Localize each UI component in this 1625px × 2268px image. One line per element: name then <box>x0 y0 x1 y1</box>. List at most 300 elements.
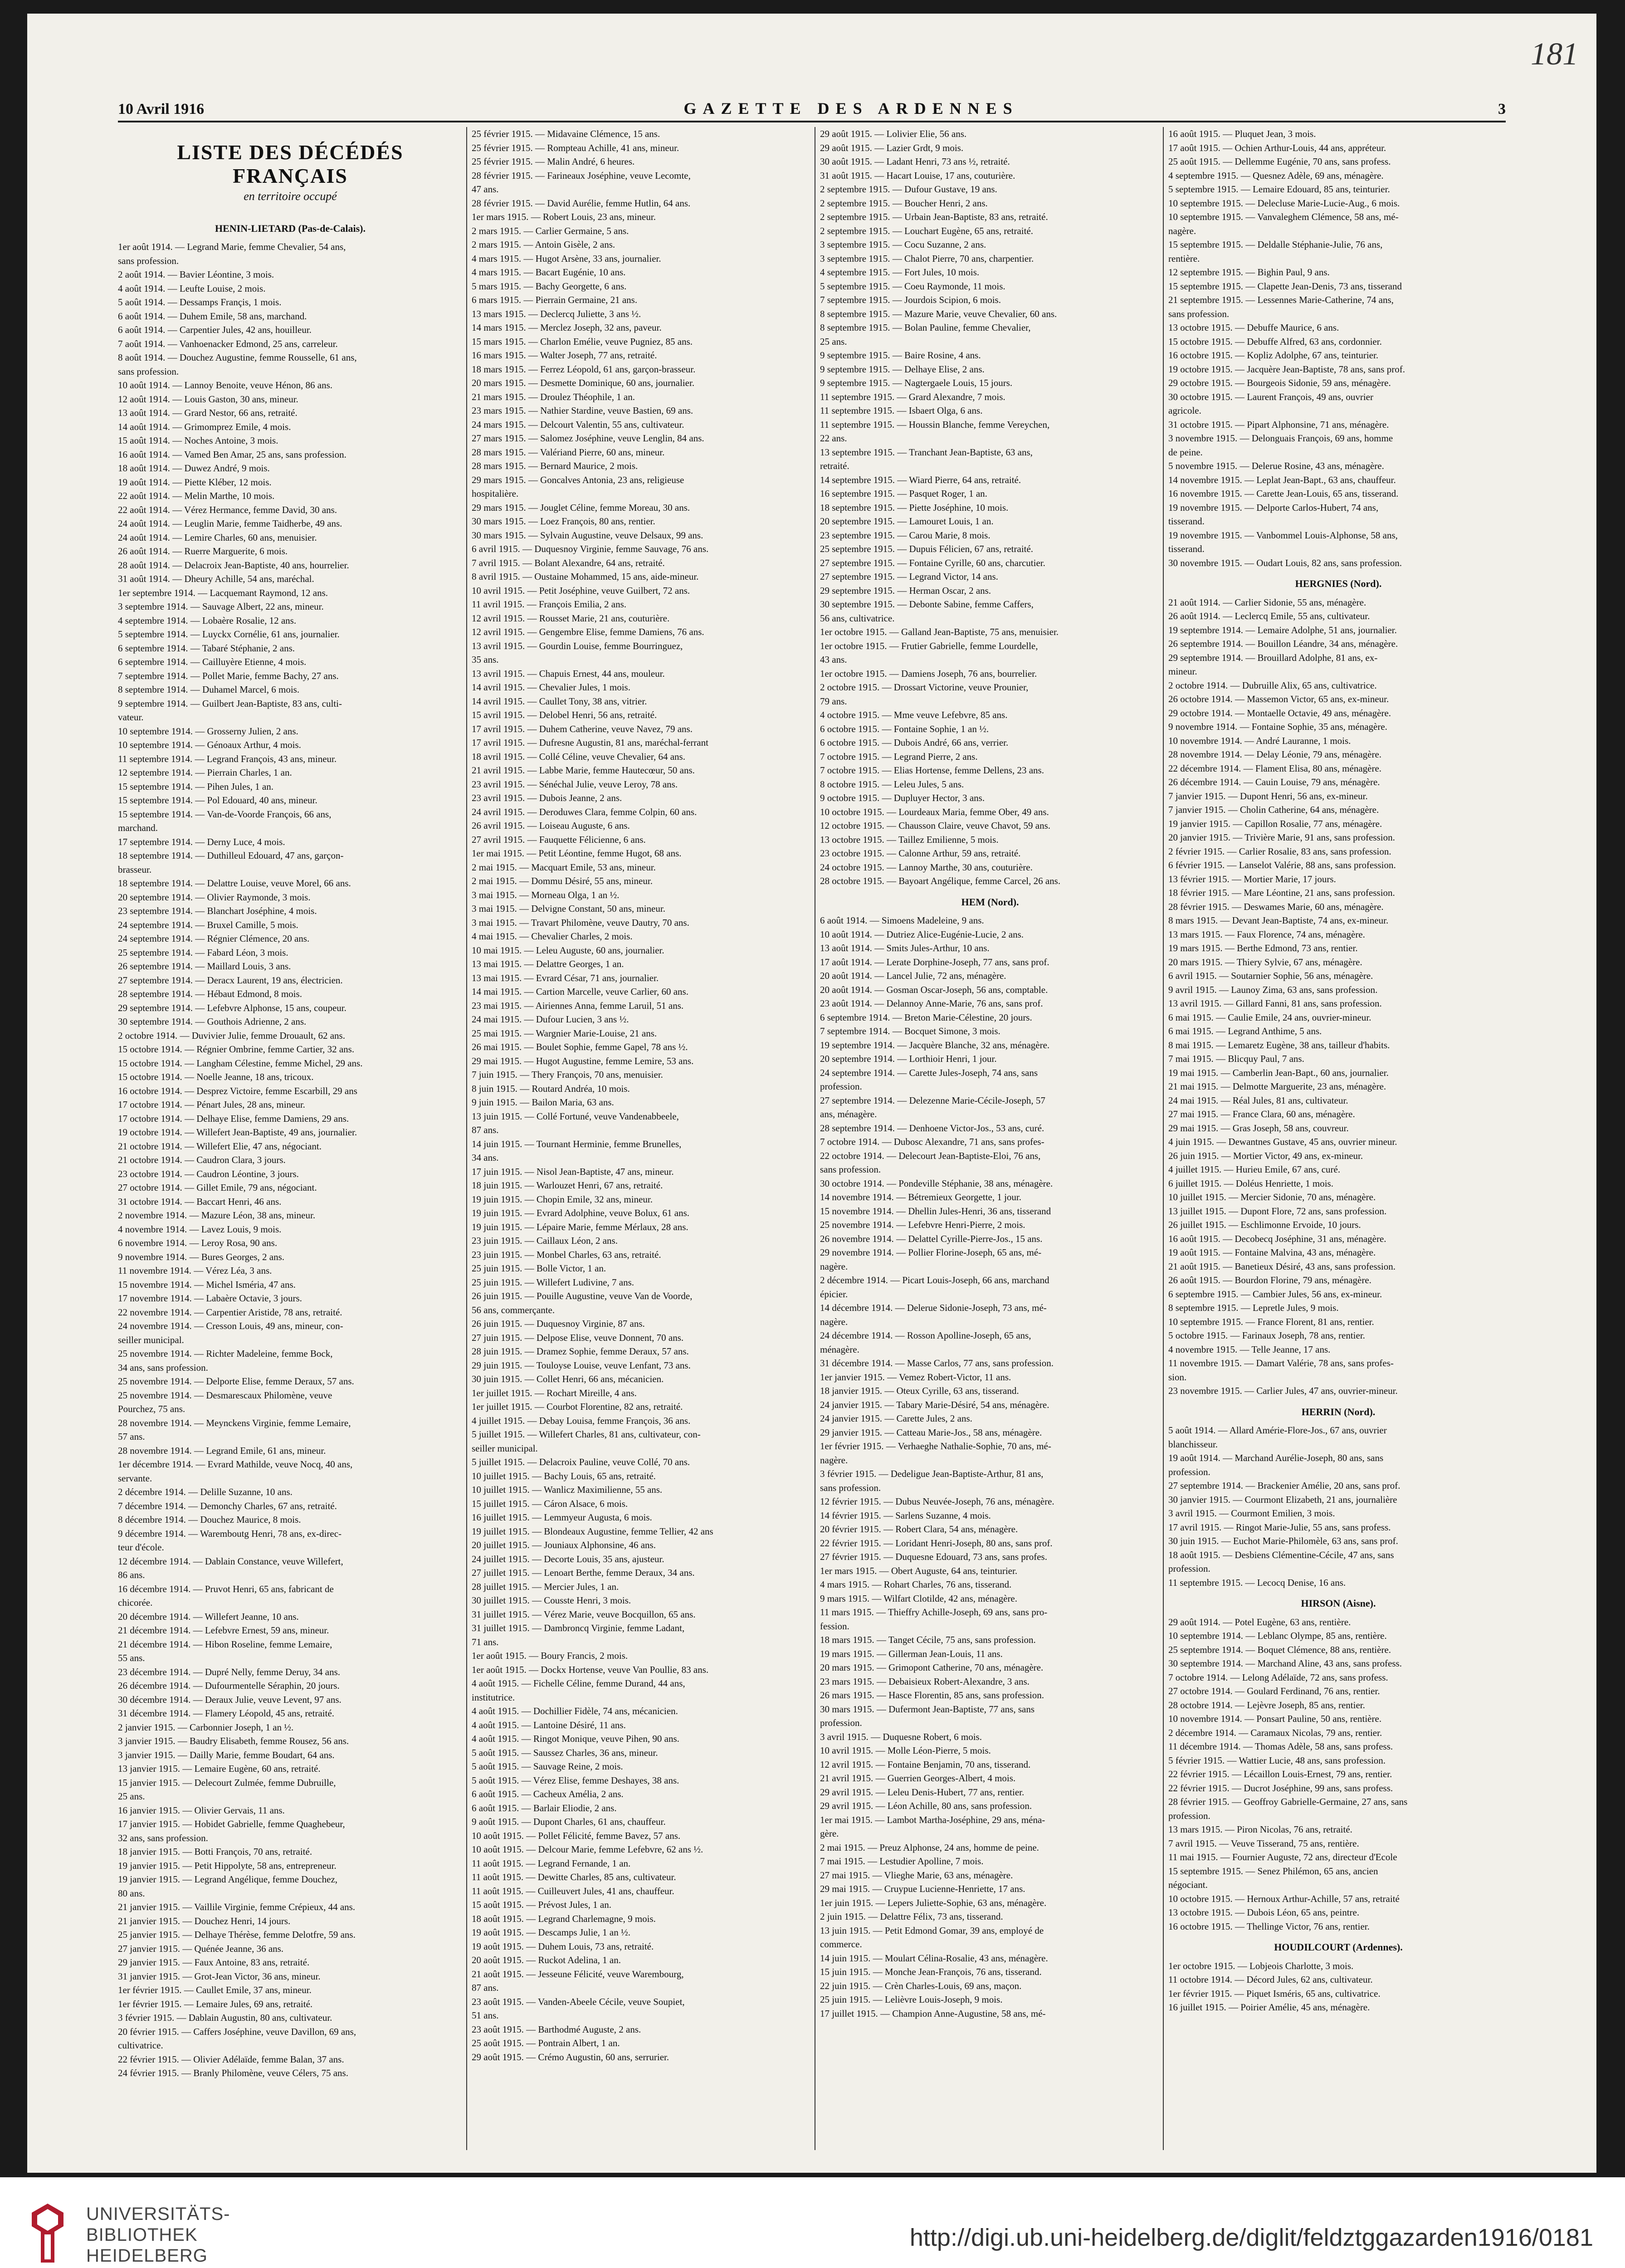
entry-line: 7 avril 1915. — Bolant Alexandre, 64 ans, retraité. <box>472 557 665 568</box>
newspaper-title: GAZETTE DES ARDENNES <box>683 99 1019 117</box>
entry-line: sans profession. <box>118 366 179 377</box>
entry-line: 1er février 1915. — Verhaeghe Nathalie-Sophie, 70 ans, mé- <box>820 1441 1051 1452</box>
entry-list <box>1168 127 1508 570</box>
entry-line: 10 septembre 1914. — Leblanc Olympe, 85 ans, rentière. <box>1168 1630 1387 1641</box>
entry-line: 6 avril 1915. — Soutarnier Sophie, 56 ans, ménagère. <box>1168 970 1373 981</box>
entry-line: 1er septembre 1914. — Lacquemant Raymond, 12 ans. <box>118 587 328 598</box>
column-2 <box>466 127 812 2150</box>
entry-line: profession. <box>1168 1466 1210 1477</box>
entry-line: 14 septembre 1915. — Wiard Pierre, 64 ans, retraité. <box>820 474 1021 485</box>
entry-line: 26 août 1914. — Ruerre Marguerite, 6 mois. <box>118 546 288 557</box>
entry-line: 19 août 1914. — Piette Kléber, 12 mois. <box>118 476 272 488</box>
entry-line: 13 janvier 1915. — Lemaire Eugène, 60 ans, retraité. <box>118 1763 321 1774</box>
entry-line: institutrice. <box>472 1691 515 1703</box>
entry-line: 29 août 1915. — Lolivier Elie, 56 ans. <box>820 128 967 139</box>
entry-line: 27 septembre 1914. — Delezenne Marie-Cécile-Joseph, 57 <box>820 1095 1045 1106</box>
entry-line: 27 octobre 1914. — Gillet Emile, 79 ans, négociant. <box>118 1182 317 1193</box>
entry-line: 28 février 1915. — David Aurélie, femme Hutlin, 64 ans. <box>472 197 691 209</box>
entry-line: ans, ménagère. <box>820 1109 877 1119</box>
entry-line: 21 août 1914. — Carlier Sidonie, 55 ans, ménagère. <box>1168 596 1366 608</box>
entry-line: 2 décembre 1914. — Caramaux Nicolas, 79 ans, rentier. <box>1168 1727 1382 1738</box>
entry-line: 30 mars 1915. — Sylvain Augustine, veuve Delsaux, 99 ans. <box>472 529 703 541</box>
entry-line: 25 février 1915. — Midavaine Clémence, 15 ans. <box>472 128 660 139</box>
entry-line: 23 octobre 1915. — Calonne Arthur, 59 ans, retraité. <box>820 848 1021 859</box>
entry-line: 14 avril 1915. — Chevalier Jules, 1 mois. <box>472 682 630 693</box>
entry-line: 15 octobre 1914. — Noelle Jeanne, 18 ans, tricoux. <box>118 1071 314 1082</box>
entry-line: 7 septembre 1914. — Pollet Marie, femme Bachy, 27 ans. <box>118 670 339 681</box>
entry-line: 19 octobre 1914. — Willefert Jean-Baptiste, 49 ans, journalier. <box>118 1127 357 1138</box>
entry-line: 24 septembre 1914. — Bruxel Camille, 5 mois. <box>118 919 298 930</box>
entry-line: 27 mai 1915. — Vlieghe Marie, 63 ans, ménagère. <box>820 1869 1013 1881</box>
entry-line: 24 janvier 1915. — Carette Jules, 2 ans. <box>820 1413 972 1424</box>
entry-line: 21 octobre 1914. — Willefert Elie, 47 ans, négociant. <box>118 1140 322 1152</box>
entry-line: 28 septembre 1914. — Denhoene Victor-Jos., 53 ans, curé. <box>820 1122 1044 1134</box>
entry-line: 21 avril 1915. — Labbe Marie, femme Hautecœur, 50 ans. <box>472 765 695 776</box>
entry-line: agricole. <box>1168 405 1201 416</box>
entry-line: 24 août 1914. — Leuglin Marie, femme Taidherbe, 49 ans. <box>118 518 342 529</box>
entry-line: 8 avril 1915. — Oustaine Mohammed, 15 ans, aide-mineur. <box>472 571 699 582</box>
entry-line: 15 septembre 1914. — Van-de-Voorde François, 66 ans, <box>118 808 332 820</box>
entry-line: 21 janvier 1915. — Douchez Henri, 14 jours. <box>118 1915 291 1926</box>
entry-line: 30 octobre 1915. — Laurent François, 49 ans, ouvrier <box>1168 391 1373 402</box>
entry-line: 23 mai 1915. — Airiennes Anna, femme Laruil, 51 ans. <box>472 1000 684 1011</box>
entry-line: 9 juin 1915. — Bailon Maria, 63 ans. <box>472 1097 614 1108</box>
entry-line: 23 mars 1915. — Nathier Stardine, veuve Bastien, 69 ans. <box>472 405 693 416</box>
issue-date: 10 Avril 1916 <box>118 101 205 117</box>
entry-line: 30 janvier 1915. — Courmont Elizabeth, 21 ans, journalière <box>1168 1494 1397 1505</box>
entry-line: 87 ans. <box>472 1124 499 1135</box>
entry-line: seiller municipal. <box>472 1442 538 1454</box>
entry-line: 13 octobre 1915. — Taillez Emilienne, 5 mois. <box>820 834 999 845</box>
entry-line: 29 novembre 1914. — Pollier Florine-Joseph, 65 ans, mé- <box>820 1247 1042 1258</box>
list-subtitle: en territoire occupé <box>244 190 337 203</box>
entry-line: 13 octobre 1915. — Dubois Léon, 65 ans, peintre. <box>1168 1907 1360 1918</box>
entry-line: 24 mars 1915. — Delcourt Valentin, 55 ans, cultivateur. <box>472 419 684 430</box>
entry-line: 1er août 1915. — Dockx Hortense, veuve Van Poullie, 83 ans. <box>472 1664 709 1675</box>
entry-line: 17 avril 1915. — Ringot Marie-Julie, 55 ans, sans profess. <box>1168 1521 1391 1533</box>
entry-line: 11 septembre 1915. — Grard Alexandre, 7 mois. <box>820 391 1005 402</box>
entry-line: 18 août 1914. — Duwez André, 9 mois. <box>118 463 270 474</box>
entry-line: 4 novembre 1914. — Lavez Louis, 9 mois. <box>118 1223 282 1235</box>
entry-line: 15 août 1914. — Noches Antoine, 3 mois. <box>118 435 278 446</box>
entry-line: 26 novembre 1914. — Delattel Cyrille-Pierre-Jos., 15 ans. <box>820 1233 1043 1244</box>
entry-line: 15 septembre 1914. — Pihen Jules, 1 an. <box>118 781 273 792</box>
entry-line: 30 novembre 1915. — Oudart Louis, 82 ans, sans profession. <box>1168 557 1402 568</box>
entry-line: 26 mai 1915. — Boulet Sophie, femme Gapel, 78 ans ½. <box>472 1041 688 1052</box>
entry-line: 20 février 1915. — Caffers Joséphine, veuve Davillon, 69 ans, <box>118 2026 356 2037</box>
entry-line: 11 novembre 1915. — Damart Valérie, 78 ans, sans profes- <box>1168 1358 1394 1369</box>
entry-line: 28 février 1915. — Deswames Marie, 60 ans, ménagère. <box>1168 901 1384 912</box>
entry-line: 16 octobre 1915. — Thellinge Victor, 76 ans, rentier. <box>1168 1921 1370 1932</box>
entry-line: 13 avril 1915. — Gourdin Louise, femme Bourringuez, <box>472 640 683 651</box>
entry-line: 20 août 1914. — Gosman Oscar-Joseph, 56 ans, comptable. <box>820 984 1048 995</box>
entry-line: 27 mars 1915. — Salomez Joséphine, veuve Lenglin, 84 ans. <box>472 433 704 444</box>
entry-line: 10 octobre 1915. — Lourdeaux Maria, femme Ober, 49 ans. <box>820 806 1049 817</box>
entry-line: 1er février 1915. — Caullet Emile, 37 ans, mineur. <box>118 1984 312 1995</box>
entry-line: 14 avril 1915. — Caullet Tony, 38 ans, vitrier. <box>472 695 647 707</box>
entry-line: 21 août 1915. — Jesseune Félicité, veuve Warembourg, <box>472 1968 684 1980</box>
entry-line: 28 juillet 1915. — Mercier Jules, 1 an. <box>472 1581 619 1592</box>
entry-line: 31 juillet 1915. — Dambroncq Virginie, femme Ladant, <box>472 1623 685 1633</box>
entry-line: 30 septembre 1914. — Marchand Aline, 43 ans, sans profess. <box>1168 1658 1402 1669</box>
entry-line: 11 septembre 1915. — Houssin Blanche, femme Vereychen, <box>820 419 1050 430</box>
entry-line: 9 août 1915. — Dupont Charles, 61 ans, chauffeur. <box>472 1816 666 1827</box>
entry-line: 7 octobre 1914. — Dubosc Alexandre, 71 ans, sans profes- <box>820 1136 1044 1147</box>
entry-line: 29 septembre 1914. — Lefebvre Alphonse, 15 ans, coupeur. <box>118 1002 346 1013</box>
entry-line: 3 janvier 1915. — Baudry Elisabeth, femme Rousez, 56 ans. <box>118 1735 349 1746</box>
text-columns <box>118 127 1506 2150</box>
entry-line: 8 juin 1915. — Routard Andréa, 10 mois. <box>472 1083 630 1094</box>
entry-line: 25 novembre 1914. — Richter Madeleine, femme Bock, <box>118 1348 333 1359</box>
entry-line: 7 mai 1915. — Blicquy Paul, 7 ans. <box>1168 1053 1304 1064</box>
entry-line: 26 mars 1915. — Hasce Florentin, 85 ans, sans profession. <box>820 1690 1044 1701</box>
entry-line: retraité. <box>820 460 849 471</box>
entry-line: 19 janvier 1915. — Legrand Angélique, femme Douchez, <box>118 1874 338 1885</box>
entry-line: épicier. <box>820 1288 848 1300</box>
entry-line: 10 août 1915. — Pollet Félicité, femme Bavez, 57 ans. <box>472 1830 681 1841</box>
entry-line: 5 septembre 1915. — Lemaire Edouard, 85 ans, teinturier. <box>1168 184 1390 195</box>
institution-line: HEIDELBERG <box>86 2246 208 2266</box>
entry-line: 4 septembre 1915. — Fort Jules, 10 mois. <box>820 267 980 278</box>
entry-line: 17 juin 1915. — Nisol Jean-Baptiste, 47 ans, mineur. <box>472 1166 674 1177</box>
entry-line: 16 octobre 1915. — Kopliz Adolphe, 67 ans, teinturier. <box>1168 350 1379 361</box>
entry-line: sans profession. <box>118 255 179 266</box>
entry-line: 14 mars 1915. — Merclez Joseph, 32 ans, paveur. <box>472 322 662 333</box>
entry-line: 13 avril 1915. — Chapuis Ernest, 44 ans, mouleur. <box>472 668 665 679</box>
column-1 <box>118 127 463 2150</box>
entry-line: 13 avril 1915. — Gillard Fanni, 81 ans, sans profession. <box>1168 998 1382 1009</box>
entry-line: 13 octobre 1915. — Debuffe Maurice, 6 ans. <box>1168 322 1339 333</box>
entry-line: 12 septembre 1915. — Bighin Paul, 9 ans. <box>1168 267 1330 278</box>
entry-line: 2 septembre 1915. — Boucher Henri, 2 ans. <box>820 197 988 209</box>
entry-line: 25 juin 1915. — Bolle Victor, 1 an. <box>472 1263 606 1274</box>
section-heading: HEM (Nord). <box>961 896 1019 908</box>
entry-line: 24 février 1915. — Branly Philomène, veuve Célers, 75 ans. <box>118 2068 348 2078</box>
entry-line: 11 septembre 1915. — Isbaert Olga, 6 ans. <box>820 405 983 416</box>
entry-line: 10 avril 1915. — Petit Joséphine, veuve Guilbert, 72 ans. <box>472 585 690 596</box>
entry-line: 15 octobre 1914. — Langham Célestine, femme Michel, 29 ans. <box>118 1057 363 1069</box>
entry-line: 10 octobre 1915. — Hernoux Arthur-Achille, 57 ans, retraité <box>1168 1893 1400 1904</box>
list-title: LISTE DES DÉCÉDÉS FRANÇAIS <box>177 141 404 187</box>
entry-line: 31 août 1915. — Hacart Louise, 17 ans, couturière. <box>820 170 1015 181</box>
entry-line: 13 septembre 1915. — Tranchant Jean-Baptiste, 63 ans, <box>820 446 1033 458</box>
entry-line: 25 août 1915. — Pontrain Albert, 1 an. <box>472 2038 620 2048</box>
entry-line: 18 août 1915. — Legrand Charlemagne, 9 mois. <box>472 1913 656 1924</box>
entry-line: 47 ans. <box>472 184 499 195</box>
entry-line: 5 septembre 1915. — Coeu Raymonde, 11 mois. <box>820 280 1005 292</box>
entry-line: 7 janvier 1915. — Cholin Catherine, 64 ans, ménagère. <box>1168 804 1379 815</box>
library-footer <box>0 2177 1625 2268</box>
entry-line: vateur. <box>118 712 144 723</box>
entry-line: 23 septembre 1915. — Carou Marie, 8 mois. <box>820 529 991 541</box>
entry-line: 22 juin 1915. — Crèn Charles-Louis, 69 ans, maçon. <box>820 1980 1022 1991</box>
entry-line: 16 juillet 1915. — Poirier Amélie, 45 ans, ménagère. <box>1168 2002 1370 2013</box>
entry-line: 3 novembre 1915. — Delonguais François, 69 ans, homme <box>1168 433 1393 444</box>
entry-line: 26 septembre 1914. — Bouillon Léandre, 34 ans, ménagère. <box>1168 638 1398 649</box>
entry-line: 6 février 1915. — Lanselot Valérie, 88 ans, sans profession. <box>1168 860 1396 870</box>
entry-line: 13 février 1915. — Mortier Marie, 17 jours. <box>1168 873 1336 885</box>
entry-line: 10 mai 1915. — Leleu Auguste, 60 ans, journalier. <box>472 944 664 956</box>
entry-line: 31 juillet 1915. — Vérez Marie, veuve Bocquillon, 65 ans. <box>472 1608 696 1620</box>
entry-line: 25 novembre 1914. — Delporte Elise, femme Deraux, 57 ans. <box>118 1376 354 1387</box>
entry-line: 5 février 1915. — Wattier Lucie, 48 ans, sans profession. <box>1168 1755 1386 1766</box>
entry-line: 1er août 1915. — Boury Francis, 2 mois. <box>472 1650 628 1661</box>
entry-line: 29 janvier 1915. — Faux Antoine, 83 ans, retraité. <box>118 1957 310 1968</box>
entry-line: 2 octobre 1915. — Drossart Victorine, veuve Prounier, <box>820 682 1029 693</box>
entry-line: 15 septembre 1915. — Senez Philémon, 65 ans, ancien <box>1168 1865 1378 1877</box>
entry-line: 3 avril 1915. — Duquesne Robert, 6 mois. <box>820 1731 982 1742</box>
entry-line: 26 décembre 1914. — Cauin Louise, 79 ans, ménagère. <box>1168 777 1380 787</box>
entry-line: 15 novembre 1914. — Dhellin Jules-Henri, 36 ans, tisserand <box>820 1205 1051 1217</box>
entry-line: 24 avril 1915. — Deroduwes Clara, femme Colpin, 60 ans. <box>472 806 697 817</box>
entry-line: 23 juin 1915. — Caillaux Léon, 2 ans. <box>472 1235 618 1246</box>
entry-line: 35 ans. <box>472 654 499 665</box>
entry-line: 2 janvier 1915. — Carbonnier Joseph, 1 an ½. <box>118 1721 294 1733</box>
entry-line: 24 septembre 1914. — Régnier Clémence, 20 ans. <box>118 933 310 944</box>
entry-line: gère. <box>820 1828 839 1839</box>
entry-line: 31 décembre 1914. — Masse Carlos, 77 ans, sans profession. <box>820 1358 1054 1369</box>
entry-line: 6 juillet 1915. — Doléus Henriette, 1 mois. <box>1168 1178 1333 1189</box>
entry-line: 10 août 1915. — Delcour Marie, femme Lefebvre, 62 ans ½. <box>472 1844 703 1855</box>
entry-line: 16 mars 1915. — Walter Joseph, 77 ans, retraité. <box>472 350 657 361</box>
entry-line: 1er mars 1915. — Obert Auguste, 64 ans, teinturier. <box>820 1565 1018 1576</box>
entry-line: 10 septembre 1915. — Vanvaleghem Clémence, 58 ans, mé- <box>1168 211 1399 222</box>
entry-line: 9 octobre 1915. — Dupluyer Hector, 3 ans. <box>820 792 985 803</box>
entry-line: 6 avril 1915. — Duquesnoy Virginie, femme Sauvage, 76 ans. <box>472 543 709 554</box>
entry-line: 3 mai 1915. — Delvigne Constant, 50 ans, mineur. <box>472 903 665 914</box>
entry-line: 21 octobre 1914. — Caudron Clara, 3 jours. <box>118 1154 286 1165</box>
entry-line: 3 février 1915. — Dablain Augustin, 80 ans, cultivateur. <box>118 2012 332 2023</box>
entry-line: de peine. <box>1168 446 1203 458</box>
entry-line: 26 juillet 1915. — Eschlimonne Ervoide, 10 jours. <box>1168 1219 1361 1230</box>
entry-line: 4 septembre 1914. — Lobaère Rosalie, 12 ans. <box>118 615 297 626</box>
entry-line: 23 août 1914. — Delannoy Anne-Marie, 76 ans, sans prof. <box>820 998 1043 1009</box>
entry-line: 6 novembre 1914. — Leroy Rosa, 90 ans. <box>118 1237 278 1248</box>
entry-line: teur d'école. <box>118 1542 164 1553</box>
entry-line: 6 mai 1915. — Legrand Anthime, 5 ans. <box>1168 1026 1322 1036</box>
entry-line: 22 février 1915. — Loridant Henri-Joseph, 80 ans, sans prof. <box>820 1537 1053 1549</box>
entry-line: 19 novembre 1915. — Vanbommel Louis-Alphonse, 58 ans, <box>1168 529 1398 541</box>
entry-line: 29 avril 1915. — Leleu Denis-Hubert, 77 ans, rentier. <box>820 1786 1025 1798</box>
entry-line: 10 septembre 1915. — Delecluse Marie-Lucie-Aug., 6 mois. <box>1168 197 1400 209</box>
entry-line: 24 mai 1915. — Dufour Lucien, 3 ans ½. <box>472 1014 629 1025</box>
entry-line: 30 juin 1915. — Collet Henri, 66 ans, mécanicien. <box>472 1374 664 1384</box>
institution-name <box>86 2204 230 2266</box>
entry-line: 34 ans. <box>472 1152 499 1163</box>
entry-line: 11 décembre 1914. — Thomas Adèle, 58 ans, sans profess. <box>1168 1741 1393 1752</box>
entry-line: 3 février 1915. — Dedeligue Jean-Baptiste-Arthur, 81 ans, <box>820 1468 1044 1479</box>
entry-line: 7 avril 1915. — Veuve Tisserand, 75 ans, rentière. <box>1168 1838 1359 1849</box>
entry-line: 2 décembre 1914. — Picart Louis-Joseph, 66 ans, marchand <box>820 1275 1049 1286</box>
entry-line: 1er juin 1915. — Lepers Juliette-Sophie, 63 ans, ménagère. <box>820 1897 1047 1908</box>
entry-line: 18 mars 1915. — Ferrez Léopold, 61 ans, garçon-brasseur. <box>472 363 696 375</box>
entry-line: 8 mai 1915. — Lemaretz Eugène, 38 ans, tailleur d'habits. <box>1168 1039 1390 1051</box>
entry-line: 20 août 1915. — Ruckot Adelina, 1 an. <box>472 1955 621 1965</box>
entry-line: 19 novembre 1915. — Delporte Carlos-Hubert, 74 ans, <box>1168 502 1379 513</box>
entry-line: 5 août 1914. — Allard Amérie-Flore-Jos., 67 ans, ouvrier <box>1168 1425 1387 1436</box>
entry-line: 29 janvier 1915. — Catteau Marie-Jos., 58 ans, ménagère. <box>820 1427 1042 1438</box>
entry-line: 2 octobre 1914. — Dubruille Alix, 65 ans, cultivatrice. <box>1168 679 1377 691</box>
entry-line: 13 mars 1915. — Piron Nicolas, 76 ans, retraité. <box>1168 1824 1352 1835</box>
entry-line: 2 mai 1915. — Macquart Emile, 53 ans, mineur. <box>472 861 656 873</box>
entry-line: 22 ans. <box>820 433 847 444</box>
entry-list <box>820 127 1160 888</box>
entry-line: 15 avril 1915. — Delobel Henri, 56 ans, retraité. <box>472 709 657 720</box>
entry-line: 26 octobre 1914. — Massemon Victor, 65 ans, ex-mineur. <box>1168 694 1389 704</box>
entry-line: 17 juillet 1915. — Champion Anne-Augustine, 58 ans, mé- <box>820 2008 1046 2019</box>
entry-line: 15 juin 1915. — Monche Jean-François, 76 ans, tisserand. <box>820 1966 1042 1977</box>
entry-line: 30 décembre 1914. — Deraux Julie, veuve Levent, 97 ans. <box>118 1694 342 1705</box>
entry-line: 25 mai 1915. — Wargnier Marie-Louise, 21 ans. <box>472 1027 657 1039</box>
entry-line: 22 février 1915. — Ducrot Joséphine, 99 ans, sans profess. <box>1168 1782 1393 1794</box>
entry-line: 15 mars 1915. — Charlon Emélie, veuve Pugniez, 85 ans. <box>472 336 693 347</box>
entry-line: 2 septembre 1915. — Urbain Jean-Baptiste, 83 ans, retraité. <box>820 211 1048 222</box>
entry-line: 24 septembre 1914. — Carette Jules-Joseph, 74 ans, sans <box>820 1067 1038 1078</box>
entry-line: 27 mai 1915. — France Clara, 60 ans, ménagère. <box>1168 1109 1355 1119</box>
entry-line: 7 septembre 1915. — Jourdois Scipion, 6 mois. <box>820 294 1001 305</box>
entry-line: 79 ans. <box>820 695 847 707</box>
entry-line: 26 juin 1915. — Duquesnoy Virginie, 87 ans. <box>472 1318 645 1329</box>
entry-line: 29 mars 1915. — Goncalves Antonia, 23 ans, religieuse <box>472 474 684 485</box>
entry-line: 6 août 1914. — Duhem Emile, 58 ans, marchand. <box>118 310 307 322</box>
source-url-link[interactable]: http://digi.ub.uni-heidelberg.de/diglit/feldztggazarden1916/0181 <box>909 2224 1593 2251</box>
entry-line: 28 mars 1915. — Valériand Pierre, 60 ans, mineur. <box>472 446 665 458</box>
entry-line: 6 mai 1915. — Caulie Emile, 24 ans, ouvrier-mineur. <box>1168 1012 1371 1023</box>
entry-line: profession. <box>1168 1810 1210 1821</box>
entry-line: 16 août 1915. — Decobecq Joséphine, 31 ans, ménagère. <box>1168 1233 1386 1244</box>
entry-line: 23 avril 1915. — Dubois Jeanne, 2 ans. <box>472 792 622 803</box>
entry-line: 19 septembre 1914. — Lemaire Adolphe, 51 ans, journalier. <box>1168 624 1397 635</box>
entry-line: 23 décembre 1914. — Dupré Nelly, femme Deruy, 34 ans. <box>118 1666 341 1677</box>
entry-line: 1er janvier 1915. — Vemez Robert-Victor, 11 ans. <box>820 1371 1011 1383</box>
entry-line: 28 novembre 1914. — Legrand Emile, 61 ans, mineur. <box>118 1445 326 1456</box>
entry-line: 26 avril 1915. — Loiseau Auguste, 6 ans. <box>472 820 630 831</box>
entry-line: 6 octobre 1915. — Dubois André, 66 ans, verrier. <box>820 737 1009 748</box>
entry-line: 15 janvier 1915. — Delecourt Zulmée, femme Dubruille, <box>118 1777 336 1788</box>
section-heading: HIRSON (Aisne). <box>1301 1598 1376 1609</box>
entry-line: 11 septembre 1915. — Lecocq Denise, 16 ans. <box>1168 1577 1346 1588</box>
entry-line: négociant. <box>1168 1879 1208 1890</box>
entry-line: 71 ans. <box>472 1636 499 1647</box>
entry-line: 30 septembre 1915. — Debonte Sabine, femme Caffers, <box>820 599 1034 610</box>
entry-line: 4 juin 1915. — Dewantnes Gustave, 45 ans, ouvrier mineur. <box>1168 1136 1397 1147</box>
page-header <box>118 100 1506 122</box>
entry-line: 57 ans. <box>118 1431 145 1442</box>
entry-line: 15 septembre 1915. — Deldalle Stéphanie-Julie, 76 ans, <box>1168 239 1383 250</box>
entry-line: 21 décembre 1914. — Lefebvre Ernest, 59 ans, mineur. <box>118 1625 329 1636</box>
entry-line: 9 septembre 1915. — Baire Rosine, 4 ans. <box>820 350 981 361</box>
entry-line: 23 mars 1915. — Debaisieux Robert-Alexandre, 3 ans. <box>820 1676 1030 1687</box>
entry-line: 16 janvier 1915. — Olivier Gervais, 11 ans. <box>118 1804 285 1816</box>
entry-line: 31 décembre 1914. — Flamery Léopold, 45 ans, retraité. <box>118 1708 335 1719</box>
entry-line: 31 octobre 1914. — Baccart Henri, 46 ans. <box>118 1196 282 1207</box>
entry-line: 31 août 1914. — Dheury Achille, 54 ans, maréchal. <box>118 573 314 584</box>
entry-line: 26 août 1914. — Leclercq Emile, 55 ans, cultivateur. <box>1168 611 1370 621</box>
entry-line: 7 octobre 1915. — Elias Hortense, femme Dellens, 23 ans. <box>820 765 1044 776</box>
entry-line: sans profession. <box>1168 308 1230 319</box>
entry-line: 22 février 1915. — Olivier Adélaïde, femme Balan, 37 ans. <box>118 2053 344 2065</box>
entry-line: servante. <box>118 1472 152 1484</box>
entry-line: 12 octobre 1915. — Chausson Claire, veuve Chavot, 59 ans. <box>820 820 1050 831</box>
entry-line: 34 ans, sans profession. <box>118 1362 208 1373</box>
entry-line: 1er octobre 1915. — Frutier Gabrielle, femme Lourdelle, <box>820 640 1038 651</box>
entry-line: 14 novembre 1914. — Bétremieux Georgette, 1 jour. <box>820 1192 1022 1202</box>
entry-line: 19 mars 1915. — Gillerman Jean-Louis, 11 ans. <box>820 1648 1003 1659</box>
entry-line: 20 décembre 1914. — Willefert Jeanne, 10 ans. <box>118 1611 299 1622</box>
entry-line: 25 septembre 1915. — Dupuis Félicien, 67 ans, retraité. <box>820 543 1034 554</box>
entry-line: 28 août 1914. — Delacroix Jean-Baptiste, 40 ans, hourrelier. <box>118 559 349 571</box>
entry-line: 10 septembre 1914. — Grosserny Julien, 2 ans. <box>118 725 298 737</box>
entry-line: 11 mai 1915. — Fournier Auguste, 72 ans, directeur d'Ecole <box>1168 1852 1397 1862</box>
entry-line: profession. <box>820 1717 862 1728</box>
entry-line: 25 novembre 1914. — Desmarescaux Philomène, veuve <box>118 1389 332 1401</box>
entry-line: marchand. <box>118 822 158 833</box>
entry-list <box>1168 596 1508 1398</box>
entry-line: sans profession. <box>820 1482 881 1493</box>
section-heading: HENIN-LIETARD (Pas-de-Calais). <box>215 222 366 234</box>
entry-line: 13 mai 1915. — Evrard César, 71 ans, journalier. <box>472 972 659 983</box>
entry-line: 4 mars 1915. — Bacart Eugénie, 10 ans. <box>472 267 626 278</box>
entry-line: 9 avril 1915. — Launoy Zima, 63 ans, sans profession. <box>1168 984 1378 995</box>
entry-line: 27 juillet 1915. — Lenoart Berthe, femme Deraux, 34 ans. <box>472 1567 695 1578</box>
entry-line: 24 juillet 1915. — Decorte Louis, 35 ans, ajusteur. <box>472 1553 664 1564</box>
entry-line: 9 mars 1915. — Wilfart Clotilde, 42 ans, ménagère. <box>820 1593 1018 1604</box>
entry-line: 22 août 1914. — Vérez Hermance, femme David, 30 ans. <box>118 504 337 515</box>
entry-line: 11 avril 1915. — François Emilia, 2 ans. <box>472 599 627 610</box>
entry-list <box>472 127 812 2064</box>
entry-line: 27 septembre 1914. — Deracx Laurent, 19 ans, électricien. <box>118 974 343 986</box>
entry-line: 14 mai 1915. — Cartion Marcelle, veuve Carlier, 60 ans. <box>472 986 688 997</box>
entry-line: 5 août 1914. — Dessamps Françis, 1 mois. <box>118 297 282 308</box>
entry-line: 15 juillet 1915. — Cáron Alsace, 6 mois. <box>472 1498 628 1509</box>
entry-line: 19 août 1915. — Descamps Julie, 1 an ½. <box>472 1927 630 1938</box>
entry-line: 18 septembre 1915. — Piette Joséphine, 10 mois. <box>820 502 1009 513</box>
entry-line: 23 octobre 1914. — Caudron Léontine, 3 jours. <box>118 1168 299 1179</box>
entry-line: 26 août 1915. — Bourdon Florine, 79 ans, ménagère. <box>1168 1275 1371 1286</box>
entry-line: 8 septembre 1915. — Lepretle Jules, 9 mois. <box>1168 1302 1339 1313</box>
entry-line: 4 juillet 1915. — Debay Louisa, femme François, 36 ans. <box>472 1415 691 1426</box>
entry-line: 6 août 1914. — Simoens Madeleine, 9 ans. <box>820 915 984 926</box>
entry-line: 25 février 1915. — Rompteau Achille, 41 ans, mineur. <box>472 142 679 153</box>
entry-line: 4 mars 1915. — Rohart Charles, 76 ans, tisserand. <box>820 1579 1012 1590</box>
entry-line: 13 août 1914. — Smits Jules-Arthur, 10 ans. <box>820 943 990 953</box>
entry-line: 86 ans. <box>118 1569 145 1580</box>
entry-line: 7 juin 1915. — Thery François, 70 ans, menuisier. <box>472 1069 663 1080</box>
entry-line: 9 décembre 1914. — Waremboutg Henri, 78 ans, ex-direc- <box>118 1528 342 1539</box>
entry-line: 5 octobre 1915. — Farinaux Joseph, 78 ans, rentier. <box>1168 1330 1365 1341</box>
entry-line: 8 septembre 1914. — Duhamel Marcel, 6 mois. <box>118 684 300 695</box>
entry-line: 2 mars 1915. — Antoin Gisèle, 2 ans. <box>472 239 615 250</box>
institution-line: UNIVERSITÄTS- <box>86 2204 230 2224</box>
entry-line: 29 mars 1915. — Jouglet Céline, femme Moreau, 30 ans. <box>472 502 690 513</box>
entry-line: 29 octobre 1914. — Montaelle Octavie, 49 ans, ménagère. <box>1168 707 1391 719</box>
entry-line: 28 octobre 1915. — Bayoart Angélique, femme Carcel, 26 ans. <box>820 875 1061 886</box>
entry-line: 21 août 1915. — Banetieux Désiré, 43 ans, sans profession. <box>1168 1261 1396 1272</box>
entry-line: 20 septembre 1914. — Lorthioir Henri, 1 jour. <box>820 1053 997 1064</box>
section-heading: HOUDILCOURT (Ardennes). <box>1274 1941 1403 1953</box>
entry-line: fession. <box>820 1620 849 1632</box>
entry-line: 20 février 1915. — Robert Clara, 54 ans, ménagère. <box>820 1524 1018 1535</box>
entry-line: 29 septembre 1914. — Brouillard Adolphe, 81 ans, ex- <box>1168 652 1378 663</box>
entry-line: 4 octobre 1915. — Mme veuve Lefebvre, 85 ans. <box>820 709 1008 720</box>
entry-line: 15 septembre 1915. — Clapette Jean-Denis, 73 ans, tisserand <box>1168 280 1402 292</box>
entry-line: 5 septembre 1914. — Luyckx Cornélie, 61 ans, journalier. <box>118 629 340 640</box>
entry-line: 27 septembre 1914. — Brackenier Amélie, 20 ans, sans prof. <box>1168 1480 1401 1491</box>
entry-line: 29 août 1915. — Lazier Grdt, 9 mois. <box>820 142 964 153</box>
entry-line: 1er mars 1915. — Robert Louis, 23 ans, mineur. <box>472 211 656 222</box>
entry-line: 27 janvier 1915. — Quénée Jeanne, 36 ans. <box>118 1943 284 1954</box>
entry-line: 4 août 1915. — Ringot Monique, veuve Pihen, 90 ans. <box>472 1733 679 1744</box>
